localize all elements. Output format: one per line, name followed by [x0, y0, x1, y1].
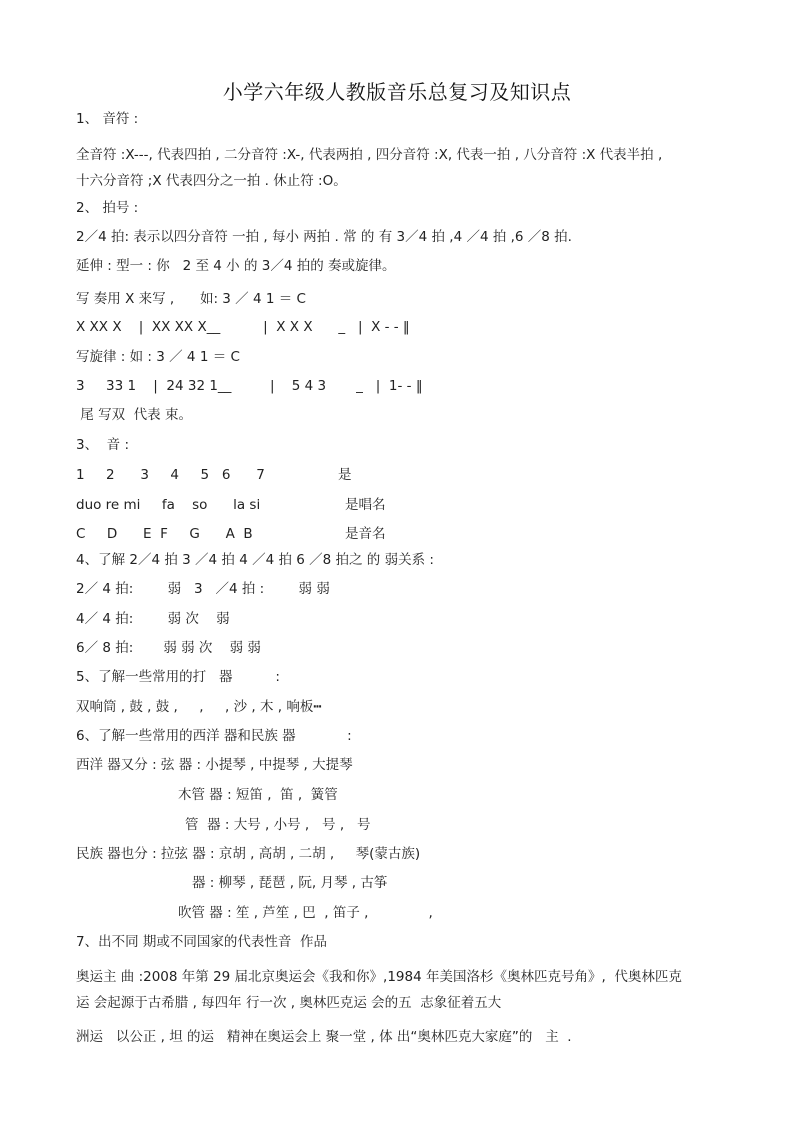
section-7-heading: 7、出不同 期或不同国家的代表性音 作品	[76, 934, 327, 950]
chinese-winds: 吹管 器 : 笙 , 芦笙 , 巴 , 笛子 , ,	[178, 905, 433, 921]
note-values-line-2: 十六分音符 ;X 代表四分之一拍 . 休止符 :O。	[76, 173, 347, 189]
melody-notation: 3 33 1 | 24 32 1__ | 5 4 3 _ | 1- - ‖	[76, 378, 423, 394]
western-woodwinds: 木管 器 : 短笛 , 笛 , 簧管	[178, 787, 338, 803]
section-5-heading: 5、了解一些常用的打 器 :	[76, 669, 280, 685]
chinese-bowed-strings: 民族 器也分 : 拉弦 器 : 京胡 , 高胡 , 二胡 , 琴(蒙古族)	[76, 846, 421, 862]
section-2-heading: 2、 拍号 :	[76, 200, 139, 216]
western-strings: 西洋 器又分 : 弦 器 : 小提琴 , 中提琴 , 大提琴	[76, 757, 353, 773]
melody-intro-line: 写旋律 : 如 : 3 ／ 4 1 ＝ C	[76, 349, 240, 365]
olympic-line-2: 运 会起源于古希腊 , 每四年 行一次 , 奥林匹克运 会的五 志象征着五大	[76, 995, 502, 1011]
chinese-plucked-strings: 器 : 柳琴 , 琵琶 , 阮, 月琴 , 古筝	[192, 875, 388, 891]
note-values-line-1: 全音符 :X---, 代表四拍 , 二分音符 :X-, 代表两拍 , 四分音符 :X, 代表一拍 , 八分音符 :X 代表半拍 ,	[76, 147, 663, 163]
scale-numbers-label: 是	[338, 467, 352, 483]
beat-strength-4-4: 4／ 4 拍: 弱 次 弱	[76, 611, 230, 627]
percussion-list: 双响筒 , 鼓 , 鼓 , , , 沙 , 木 , 响板┅	[76, 699, 322, 715]
page-title: 小学六年级人教版音乐总复习及知识点	[222, 80, 572, 104]
note-names-label: 是音名	[345, 526, 386, 542]
section-6-heading: 6、了解一些常用的西洋 器和民族 器 :	[76, 728, 352, 744]
olympic-line-1: 奥运主 曲 :2008 年第 29 届北京奥运会《我和你》,1984 年美国洛杉《奥林匹克号角》, 代奥林匹克	[76, 969, 682, 985]
time-signature-line: 2／4 拍: 表示以四分音符 一拍 , 每小 两拍 . 常 的 有 3／4 拍 ,4 ／4 拍 ,6 ／8 拍.	[76, 229, 572, 245]
solfege-label: 是唱名	[345, 497, 386, 513]
solfege-syllables: duo re mi fa so la si	[76, 497, 261, 513]
western-brass: 管 器 : 大号 , 小号 , 号 , 号	[185, 817, 371, 833]
beat-strength-2-4: 2／ 4 拍: 弱 3 ／4 拍 : 弱 弱	[76, 581, 330, 597]
rhythm-notation: X XX X | XX XX X__ | X X X _ | X - - ‖	[76, 319, 410, 335]
extension-line: 延伸 : 型一 : 你 2 至 4 小 的 3／4 拍的 奏或旋律。	[76, 258, 396, 274]
section-3-heading: 3、 音 :	[76, 437, 130, 453]
double-barline-note: 尾 写双 代表 束。	[76, 407, 192, 423]
beat-strength-6-8: 6／ 8 拍: 弱 弱 次 弱 弱	[76, 640, 261, 656]
scale-numbers: 1 2 3 4 5 6 7	[76, 467, 265, 483]
section-4-heading: 4、了解 2／4 拍 3 ／4 拍 4 ／4 拍 6 ／8 拍之 的 弱关系 :	[76, 552, 434, 568]
rhythm-intro-line: 写 奏用 X 来写 , 如: 3 ／ 4 1 ＝ C	[76, 291, 306, 307]
note-letter-names: C D E F G A B	[76, 526, 253, 542]
section-1-heading: 1、 音符 :	[76, 111, 139, 127]
olympic-line-3: 洲运 以公正 , 坦 的运 精神在奥运会上 聚一堂 , 体 出“奥林匹克大家庭”的 主 .	[76, 1029, 572, 1045]
